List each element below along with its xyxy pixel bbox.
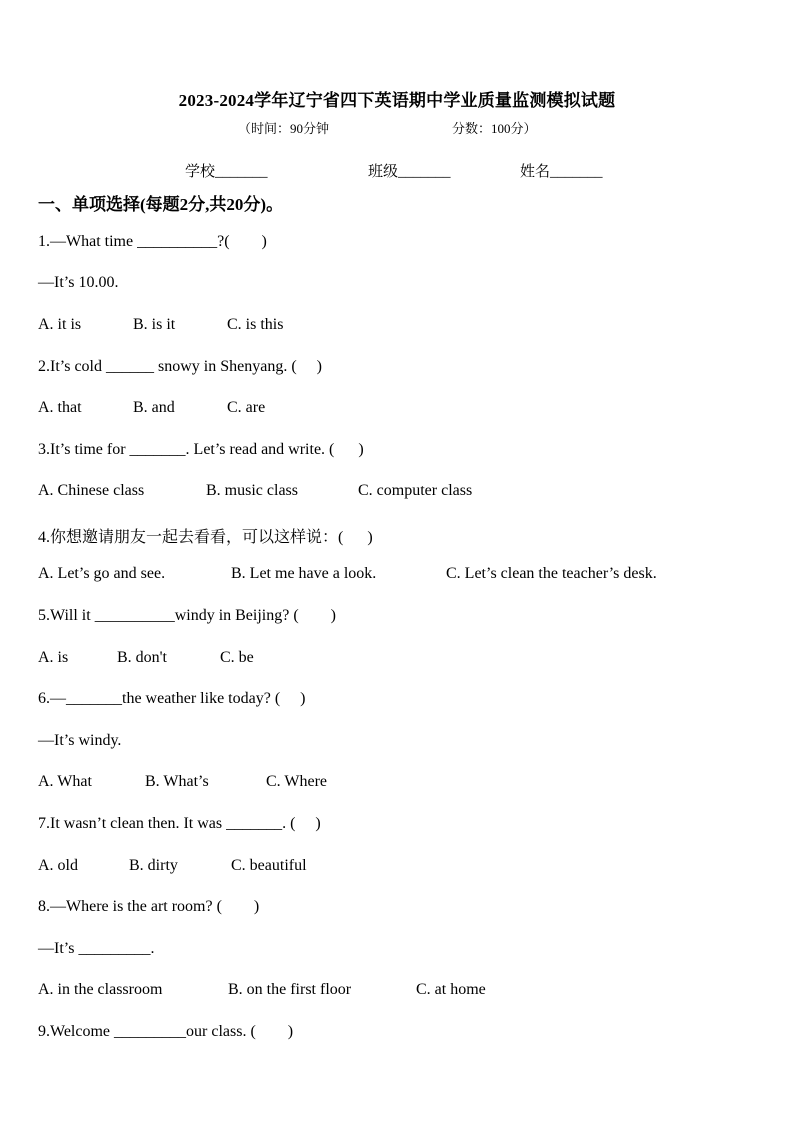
option-c: C. at home <box>416 981 486 998</box>
question-4-stem: 4.你想邀请朋友一起去看看，可以这样说：( ) <box>38 529 373 546</box>
question-1-answer-line: —It’s 10.00. <box>38 274 119 291</box>
name-field: 姓名_______ <box>520 164 603 180</box>
school-field: 学校_______ <box>185 164 268 180</box>
option-c: C. Where <box>266 773 328 790</box>
class-field: 班级_______ <box>368 164 451 180</box>
option-c: C. Let’s clean the teacher’s desk. <box>446 565 657 582</box>
option-b: B. Let me have a look. <box>231 565 377 582</box>
question-8-answer-line: —It’s _________. <box>38 940 155 957</box>
option-a: A. Let’s go and see. <box>38 565 166 582</box>
section-heading: 一、单项选择(每题2分,共20分)。 <box>38 195 284 214</box>
option-a: A. it is <box>38 316 82 333</box>
option-b: B. dirty <box>129 857 178 874</box>
exam-time: （时间：90分钟 <box>238 121 330 136</box>
option-a: A. old <box>38 857 78 874</box>
option-c: C. is this <box>227 316 284 333</box>
option-c: C. be <box>220 649 254 666</box>
exam-score: 分数：100分） <box>452 121 537 136</box>
question-3-stem: 3.It’s time for _______. Let’s read and write. ( ) <box>38 441 364 458</box>
option-b: B. music class <box>206 482 298 499</box>
option-a: A. Chinese class <box>38 482 145 499</box>
option-a: A. that <box>38 399 82 416</box>
option-a: A. is <box>38 649 69 666</box>
question-7-stem: 7.It wasn’t clean then. It was _______. ( ) <box>38 815 321 832</box>
question-6-answer-line: —It’s windy. <box>38 732 122 749</box>
option-c: C. beautiful <box>231 857 307 874</box>
option-b: B. don't <box>117 649 167 666</box>
option-b: B. What’s <box>145 773 209 790</box>
option-b: B. on the first floor <box>228 981 352 998</box>
page-title: 2023-2024学年辽宁省四下英语期中学业质量监测模拟试题 <box>178 91 616 110</box>
question-2-stem: 2.It’s cold ______ snowy in Shenyang. ( ) <box>38 358 322 375</box>
question-1-stem: 1.—What time __________?( ) <box>38 233 267 250</box>
option-c: C. are <box>227 399 266 416</box>
option-a: A. What <box>38 773 92 790</box>
question-6-stem: 6.—_______the weather like today? ( ) <box>38 690 306 707</box>
question-5-stem: 5.Will it __________windy in Beijing? ( ) <box>38 607 336 624</box>
option-a: A. in the classroom <box>38 981 163 998</box>
option-b: B. and <box>133 399 175 416</box>
question-9-stem: 9.Welcome _________our class. ( ) <box>38 1023 294 1040</box>
question-8-stem: 8.—Where is the art room? ( ) <box>38 898 260 915</box>
option-c: C. computer class <box>358 482 473 499</box>
option-b: B. is it <box>133 316 176 333</box>
